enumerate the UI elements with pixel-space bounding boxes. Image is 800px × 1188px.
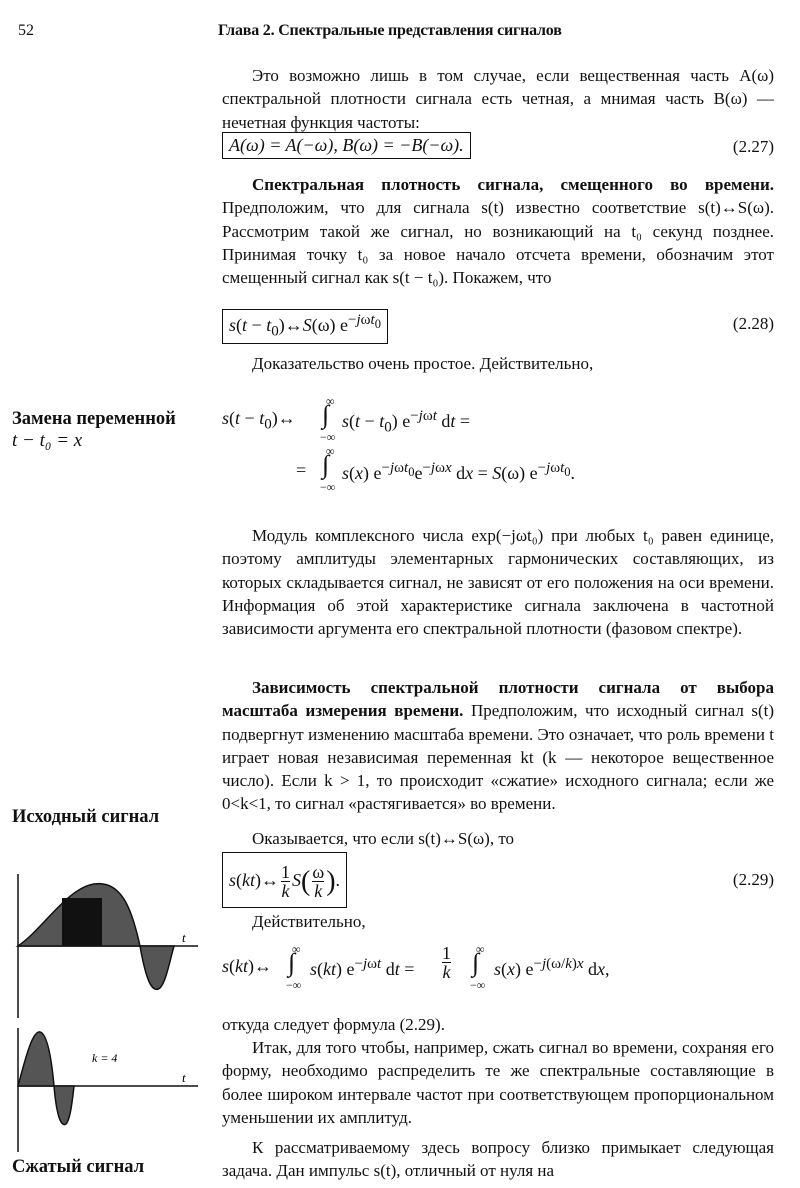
- paragraph: [222, 676, 774, 816]
- paragraph: [222, 173, 774, 289]
- margin-note-expression: t − t₀ = x: [12, 430, 83, 451]
- figure-label-compressed: Сжатый сигнал: [12, 1157, 145, 1177]
- axis-t-label: t: [182, 930, 186, 945]
- section-title: Спектральная плотность сигнала, смещенного во времени.: [252, 175, 774, 194]
- paragraph: Оказывается, что если s(t)↔S(ω), то: [252, 829, 515, 848]
- paragraph: откуда следует формула (2.29).: [222, 1015, 445, 1034]
- compressed-signal-figure: [12, 1024, 202, 1154]
- running-title: Глава 2. Спектральные представления сигналов: [218, 22, 562, 39]
- paragraph: К рассматриваемому здесь вопросу близко примыкает следующая задача. Дан импульс s(t), отличный от нуля на: [222, 1138, 774, 1181]
- equation-number: (2.29): [732, 870, 774, 889]
- paragraph-text: Предположим, что исходный сигнал s(t) подвергнут изменению масштаба времени. Это означает, что роль времени t играет новая независимая переменная kt (k — некоторое вещественное число). Если k > 1, то происходит «сжатие» исходного сигнала; если же 0<k<1, то сигнал «растягивается» во времени.: [222, 701, 775, 814]
- paragraph: Доказательство очень простое. Действительно,: [252, 354, 594, 373]
- equation-2-28: $s(t - t_0)\leftrightarrow S(\omega)$ $e^{-j\omega t_0}$: [222, 309, 388, 344]
- section-title: Зависимость спектральной плотности сигнала от выбора масштаба измерения времени.: [222, 678, 774, 721]
- equation-number: (2.27): [732, 137, 774, 156]
- derivation-shift: $s(t - t_0)\leftrightarrow$ ∫ ∞ −∞ $s(t - t_0)$ $e^{-j\omega t}$ dt = = ∫ ∞ −∞ s(x) $e^{-j\omega t_0}e^{-j\omega x}$ dx = S(ω) $e^{-j\omega t_0}$.: [222, 394, 576, 494]
- paragraph: Модуль комплексного числа exp(−jωt₀) при любых t₀ равен единице, поэтому амплитуды элементарных гармонических составляющих, из которых складывается сигнал, не зависят от его положения на оси времени. Информация об этой характеристике сигнала заключена в частотной зависимости аргумента его спектральной плотности (фазовом спектре).: [222, 526, 774, 639]
- paragraph-text: Предположим, что для сигнала s(t) известно соответствие s(t)↔S(ω). Рассмотрим такой же сигнал, но возникающий на t₀ секунд позднее. Принимая точку t₀ за новое начало отсчета времени, обозначим этот смещенный сигнал как s(t − t₀). Покажем, что: [222, 198, 774, 288]
- paragraph: Итак, для того чтобы, например, сжать сигнал во времени, сохраняя его форму, необходимо распределить те же спектральные составляющие в более широком интервале частот при соответствующем пропорциональном уменьшении их амплитуд.: [222, 1038, 774, 1127]
- equation-2-27: A(ω) = A(−ω), B(ω) = −B(−ω).: [222, 132, 471, 159]
- equation-2-29: s(kt)↔ $\frac{1}{k}$ S( $\frac{\omega}{k}$ ).: [222, 852, 347, 908]
- axis-t-label: t: [182, 1070, 186, 1085]
- equation-number: (2.28): [732, 314, 774, 333]
- paragraph: Это возможно лишь в том случае, если вещественная часть A(ω) спектральной плотности сигнала есть четная, а мнимая часть B(ω) — нечетная функция частоты:: [222, 66, 774, 132]
- paragraph: Действительно,: [252, 912, 366, 931]
- page-number: 52: [18, 22, 34, 39]
- margin-note-title: Замена переменной: [12, 409, 176, 429]
- original-signal-figure: [12, 870, 202, 1020]
- derivation-scale: s(kt)↔ ∫ ∞ −∞ s(kt) $e^{-j\omega t}$ dt = $\frac{1}{k}$ ∫ ∞ −∞ s(x) $e^{-j(\omega/k)x}$ dx,: [222, 942, 610, 992]
- figure-label-original: Исходный сигнал: [12, 807, 160, 827]
- figure-k-label: k = 4: [92, 1051, 118, 1065]
